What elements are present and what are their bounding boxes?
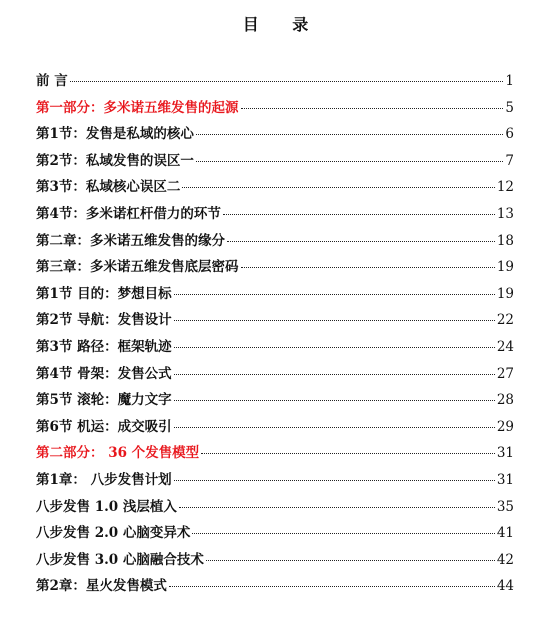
toc-entry[interactable]: [36, 68, 514, 95]
toc-dot-leader: [241, 108, 504, 109]
toc-entry-label: 前 言: [36, 73, 68, 89]
toc-entry-page-number: 1: [505, 73, 514, 89]
toc-entry-page-number: 24: [496, 338, 514, 355]
toc-entry-page-number: 7: [505, 152, 514, 169]
toc-entry-page-number: 27: [496, 365, 514, 382]
toc-entry-label: 第3节：私域核心误区二: [36, 179, 181, 196]
toc-entry-label: 第5节 滚轮：魔力文字: [36, 392, 172, 409]
toc-entry-label: 第1节：发售是私域的核心: [36, 126, 194, 143]
toc-entry[interactable]: [36, 573, 514, 600]
toc-dot-leader: [174, 374, 495, 375]
toc-dot-leader: [174, 294, 495, 295]
toc-entry-page-number: 19: [496, 285, 514, 302]
toc-entry[interactable]: [36, 414, 514, 441]
toc-entry[interactable]: [36, 121, 514, 148]
toc-dot-leader: [174, 400, 495, 401]
toc-dot-leader: [206, 560, 495, 561]
toc-entry[interactable]: [36, 520, 514, 547]
toc-entry-label: 第1节 目的：梦想目标: [36, 285, 172, 302]
toc-dot-leader: [182, 187, 494, 188]
toc-entry[interactable]: [36, 174, 514, 201]
toc-dot-leader: [241, 267, 495, 268]
toc-entry-label: 第1章： 八步发售计划: [36, 471, 172, 488]
toc-entry-label: 第4节 骨架：发售公式: [36, 365, 172, 382]
toc-entry[interactable]: [36, 440, 514, 467]
toc-entry[interactable]: [36, 148, 514, 175]
toc-entry-label: 八步发售 1.0 浅层植入: [36, 498, 177, 515]
toc-entry-page-number: 31: [496, 471, 514, 488]
toc-entry[interactable]: [36, 334, 514, 361]
toc-dot-leader: [196, 134, 504, 135]
toc-entry-label: 第2章：星火发售模式: [36, 578, 167, 595]
toc-entry[interactable]: [36, 467, 514, 494]
toc-entry-label: 第二部分： 36 个发售模型: [36, 445, 200, 462]
toc-entry-page-number: 22: [496, 312, 514, 329]
toc-list: [36, 68, 514, 600]
toc-dot-leader: [174, 347, 495, 348]
toc-dot-leader: [169, 586, 495, 587]
toc-entry[interactable]: [36, 201, 514, 228]
toc-dot-leader: [70, 81, 504, 82]
toc-dot-leader: [192, 533, 494, 534]
toc-entry-label: 第4节：多米诺杠杆借力的环节: [36, 205, 221, 222]
toc-entry-page-number: 28: [496, 392, 514, 409]
toc-dot-leader: [174, 427, 495, 428]
toc-entry-page-number: 35: [496, 498, 514, 515]
toc-entry-label: 第2节 导航：发售设计: [36, 312, 172, 329]
toc-entry-page-number: 18: [496, 232, 514, 249]
toc-dot-leader: [223, 214, 495, 215]
toc-entry-label: 第一部分：多米诺五维发售的起源: [36, 99, 239, 116]
toc-entry[interactable]: [36, 361, 514, 388]
toc-entry-page-number: 5: [505, 99, 514, 116]
toc-dot-leader: [201, 453, 495, 454]
toc-entry-page-number: 41: [496, 525, 514, 542]
toc-entry-label: 第3节 路径：框架轨迹: [36, 338, 172, 355]
toc-entry[interactable]: [36, 254, 514, 281]
toc-entry-label: 八步发售 3.0 心脑融合技术: [36, 551, 204, 568]
toc-entry-label: 第6节 机运：成交吸引: [36, 418, 172, 435]
toc-entry[interactable]: [36, 307, 514, 334]
toc-dot-leader: [227, 241, 495, 242]
toc-entry-label: 第二章：多米诺五维发售的缘分: [36, 232, 225, 249]
toc-entry-page-number: 19: [496, 259, 514, 276]
toc-entry[interactable]: [36, 95, 514, 122]
toc-entry-page-number: 44: [496, 578, 514, 595]
toc-entry[interactable]: [36, 281, 514, 308]
toc-dot-leader: [196, 161, 504, 162]
toc-dot-leader: [179, 507, 495, 508]
toc-entry[interactable]: [36, 387, 514, 414]
toc-entry-label: 第三章：多米诺五维发售底层密码: [36, 259, 239, 276]
toc-entry-page-number: 6: [505, 126, 514, 143]
toc-entry-label: 八步发售 2.0 心脑变异术: [36, 525, 191, 542]
toc-entry[interactable]: [36, 547, 514, 574]
toc-entry-page-number: 29: [496, 418, 514, 435]
toc-entry[interactable]: [36, 494, 514, 521]
toc-entry-page-number: 31: [496, 445, 514, 462]
toc-entry-page-number: 13: [496, 205, 514, 222]
toc-dot-leader: [174, 320, 495, 321]
toc-entry-page-number: 12: [496, 179, 514, 196]
toc-entry-label: 第2节：私域发售的误区一: [36, 152, 194, 169]
toc-entry-page-number: 42: [496, 551, 514, 568]
toc-dot-leader: [174, 480, 495, 481]
toc-title: 目 录: [242, 15, 323, 34]
toc-entry[interactable]: [36, 228, 514, 255]
